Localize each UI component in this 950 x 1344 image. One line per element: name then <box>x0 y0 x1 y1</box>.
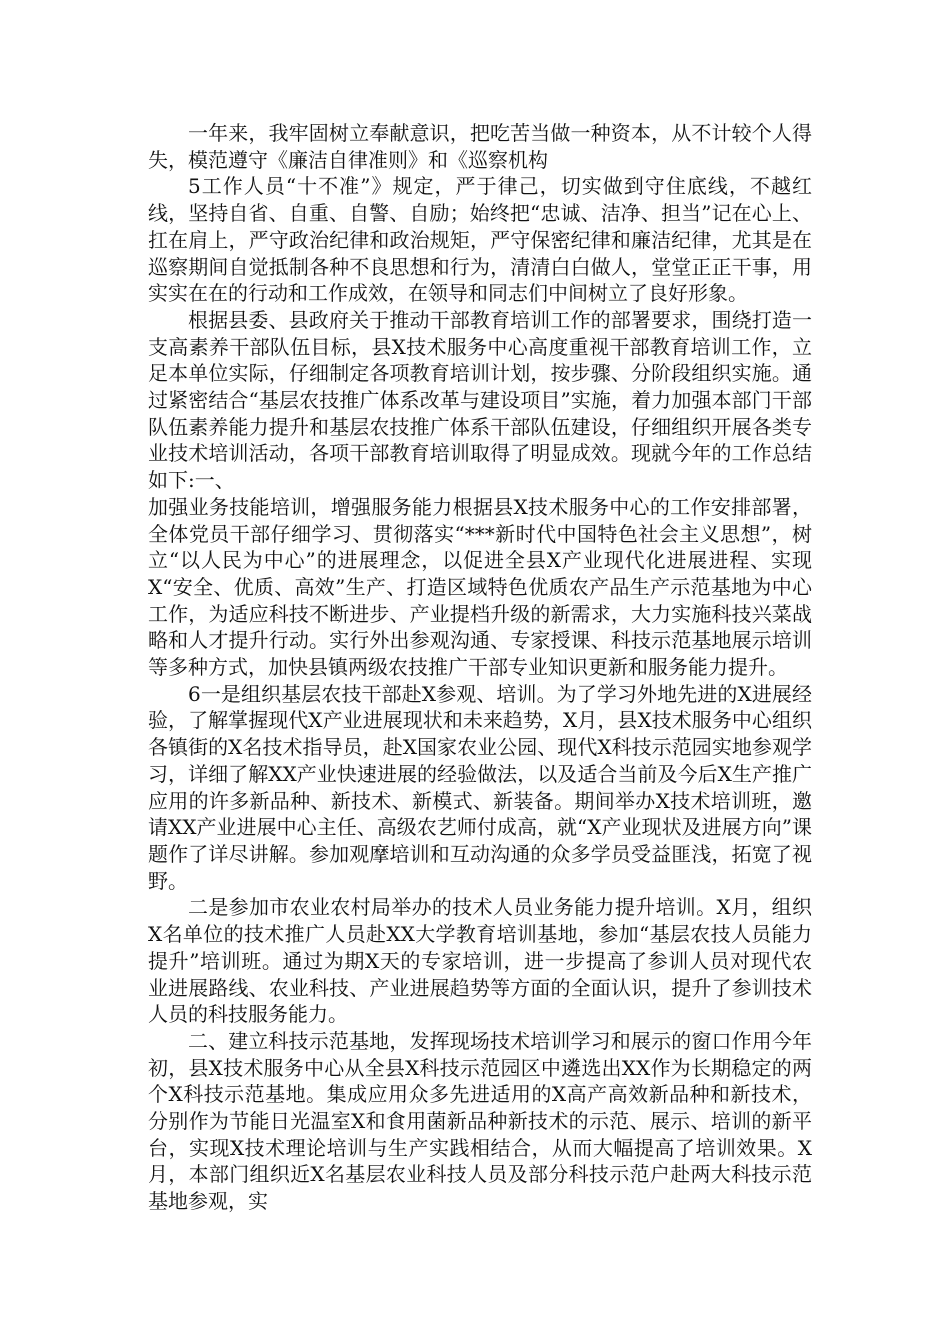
paragraph-3: 根据县委、县政府关于推动干部教育培训工作的部署要求，围绕打造一支高素养干部队伍目标，县X技术服务中心高度重视干部教育培训工作，立足本单位实际，仔细制定各项教育培训计划，按步骤、分阶段组织实施。通过紧密结合“基层农技推广体系改革与建设项目”实施，着力加强本部门干部队伍素养能力提升和基层农技推广体系干部队伍建设，仔细组织开展各类专业技术培训活动，各项干部教育培训取得了明显成效。现就今年的工作总结如下:一、 <box>148 307 812 493</box>
document-body <box>148 120 812 1215</box>
paragraph-1: 一年来，我牢固树立奉献意识，把吃苦当做一种资本，从不计较个人得失，模范遵守《廉洁自律准则》和《巡察机构 <box>148 121 812 172</box>
paragraph-7: 二、建立科技示范基地，发挥现场技术培训学习和展示的窗口作用今年初，县X技术服务中心从全县X科技示范园区中遴选出XX作为长期稳定的两个X科技示范基地。集成应用众多先进适用的X高产高效新品种和新技术，分别作为节能日光温室X和食用菌新品种新技术的示范、展示、培训的新平台，实现X技术理论培训与生产实践相结合，从而大幅提高了培训效果。X月，本部门组织近X名基层农业科技人员及部分科技示范户赴两大科技示范基地参观，实 <box>148 1028 812 1214</box>
paragraph-6: 二是参加市农业农村局举办的技术人员业务能力提升培训。X月，组织X名单位的技术推广人员赴XX大学教育培训基地，参加“基层农技人员能力提升”培训班。通过为期X天的专家培训，进一步提高了参训人员对现代农业进展路线、农业科技、产业进展趋势等方面的全面认识，提升了参训技术人员的科技服务能力。 <box>148 895 812 1027</box>
paragraph-5: 6一是组织基层农技干部赴X参观、培训。为了学习外地先进的X进展经验，了解掌握现代X产业进展现状和未来趋势，X月，县X技术服务中心组织各镇街的X名技术指导员，赴X国家农业公园、现代X科技示范园实地参观学习，详细了解XX产业快速进展的经验做法，以及适合当前及今后X生产推广应用的许多新品种、新技术、新模式、新装备。期间举办X技术培训班，邀请XX产业进展中心主任、高级农艺师付成高，就“X产业现状及进展方向”课题作了详尽讲解。参加观摩培训和互动沟通的众多学员受益匪浅，拓宽了视野。 <box>148 681 812 893</box>
paragraph-4: 加强业务技能培训，增强服务能力根据县X技术服务中心的工作安排部署，全体党员干部仔细学习、贯彻落实“***新时代中国特色社会主义思想”，树立“以人民为中心”的进展理念，以促进全县X产业现代化进展进程、实现X“安全、优质、高效”生产、打造区域特色优质农产品生产示范基地为中心工作，为适应科技不断进步、产业提档升级的新需求，大力实施科技兴菜战略和人才提升行动。实行外出参观沟通、专家授课、科技示范基地展示培训等多种方式，加快县镇两级农技推广干部专业知识更新和服务能力提升。 <box>148 494 812 680</box>
paragraph-2: 5工作人员“十不准”》规定，严于律己，切实做到守住底线，不越红线，坚持自省、自重、自警、自励；始终把“忠诚、洁净、担当”记在心上、扛在肩上，严守政治纪律和政治规矩，严守保密纪律和廉洁纪律，尤其是在巡察期间自觉抵制各种不良思想和行为，清清白白做人，堂堂正正干事，用实实在在的行动和工作成效，在领导和同志们中间树立了良好形象。 <box>148 174 812 306</box>
